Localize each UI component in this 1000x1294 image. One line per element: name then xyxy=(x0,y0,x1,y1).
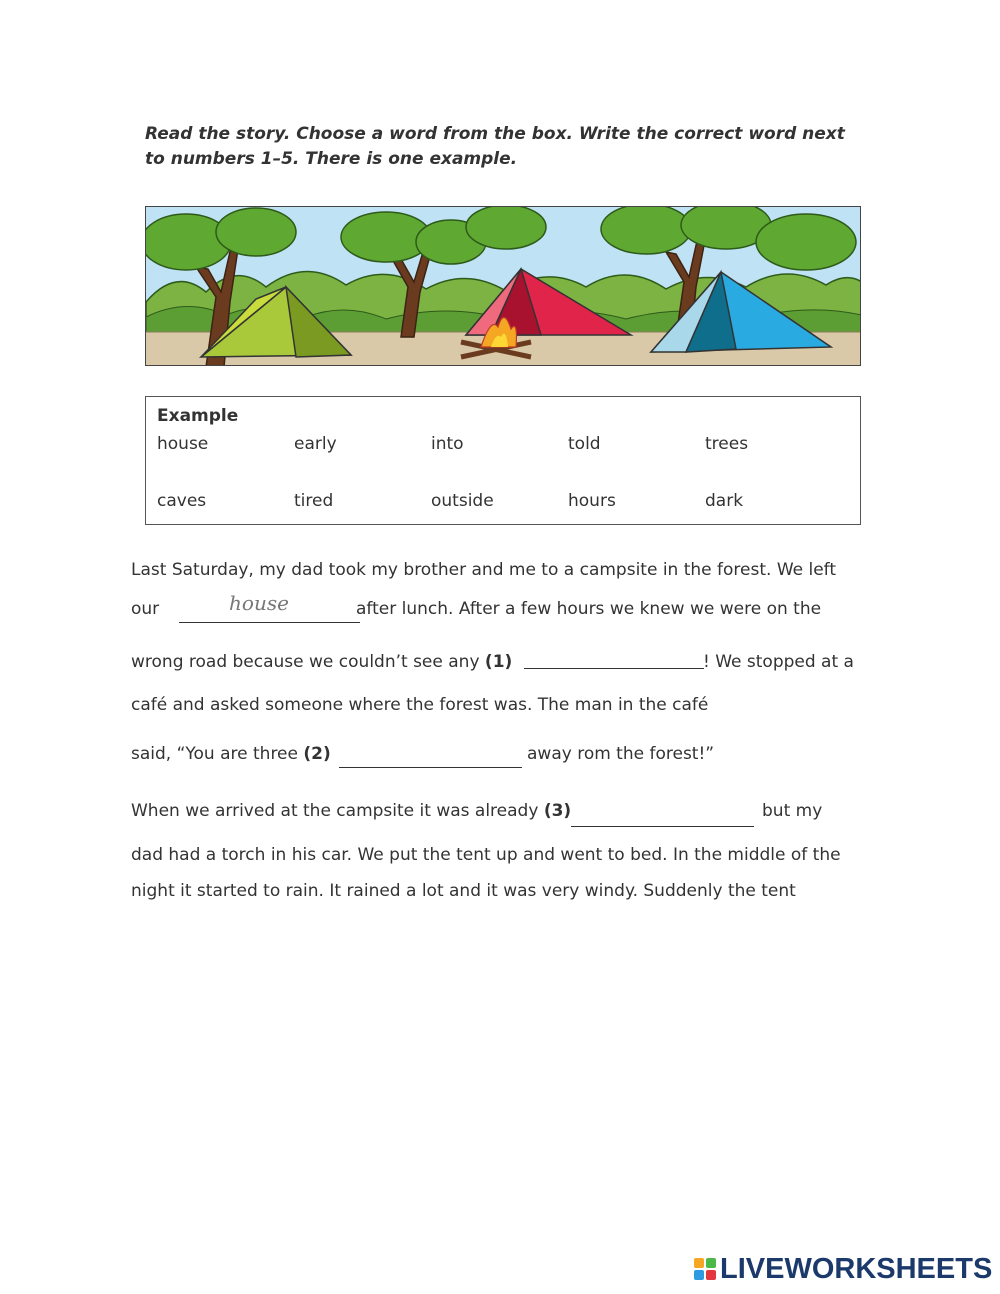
story-text: said, “You are three xyxy=(131,744,298,764)
question-number-1: (1) xyxy=(484,652,513,672)
word-option: early xyxy=(294,434,337,454)
word-option: tired xyxy=(294,491,334,511)
example-answer: house xyxy=(229,591,289,615)
word-option: caves xyxy=(157,491,207,511)
word-option: told xyxy=(568,434,601,454)
story-text: When we arrived at the campsite it was already xyxy=(131,801,539,821)
word-option: trees xyxy=(705,434,749,454)
answer-input-3[interactable] xyxy=(571,826,754,827)
story-line: Last Saturday, my dad took my brother and me to a campsite in the forest. We left xyxy=(131,560,837,580)
story-line: café and asked someone where the forest was. The man in the café xyxy=(131,695,709,715)
instructions: Read the story. Choose a word from the box. Write the correct word next to numbers 1–5. There is one example. xyxy=(145,124,845,169)
answer-input-1[interactable] xyxy=(524,668,704,669)
word-option: hours xyxy=(568,491,616,511)
question-number-3: (3) xyxy=(543,801,572,821)
story-line xyxy=(131,801,571,821)
campsite-illustration xyxy=(145,206,861,366)
word-box xyxy=(145,396,861,525)
example-label: Example xyxy=(157,406,239,426)
example-blank xyxy=(179,622,360,623)
logo-text: LIVEWORKSHEETS xyxy=(720,1252,993,1285)
story-line: dad had a torch in his car. We put the tent up and went to bed. In the middle of the xyxy=(131,845,841,865)
story-line xyxy=(131,744,331,764)
word-option: house xyxy=(157,434,209,454)
story-line: after lunch. After a few hours we knew we were on the xyxy=(356,599,822,619)
story-line: away rom the forest!” xyxy=(527,744,715,764)
logo-mark-icon xyxy=(694,1258,716,1280)
story-line: night it started to rain. It rained a lot and it was very windy. Suddenly the tent xyxy=(131,881,796,901)
question-number-2: (2) xyxy=(303,744,331,764)
story-line: our xyxy=(131,599,160,619)
answer-input-2[interactable] xyxy=(339,767,522,768)
story-line xyxy=(131,652,512,672)
word-option: outside xyxy=(431,491,494,511)
story-text: wrong road because we couldn’t see any xyxy=(131,652,480,672)
story-line: but my xyxy=(762,801,823,821)
word-option: dark xyxy=(705,491,744,511)
liveworksheets-logo xyxy=(694,1254,992,1284)
word-option: into xyxy=(431,434,464,454)
story-line: ! We stopped at a xyxy=(703,652,854,672)
